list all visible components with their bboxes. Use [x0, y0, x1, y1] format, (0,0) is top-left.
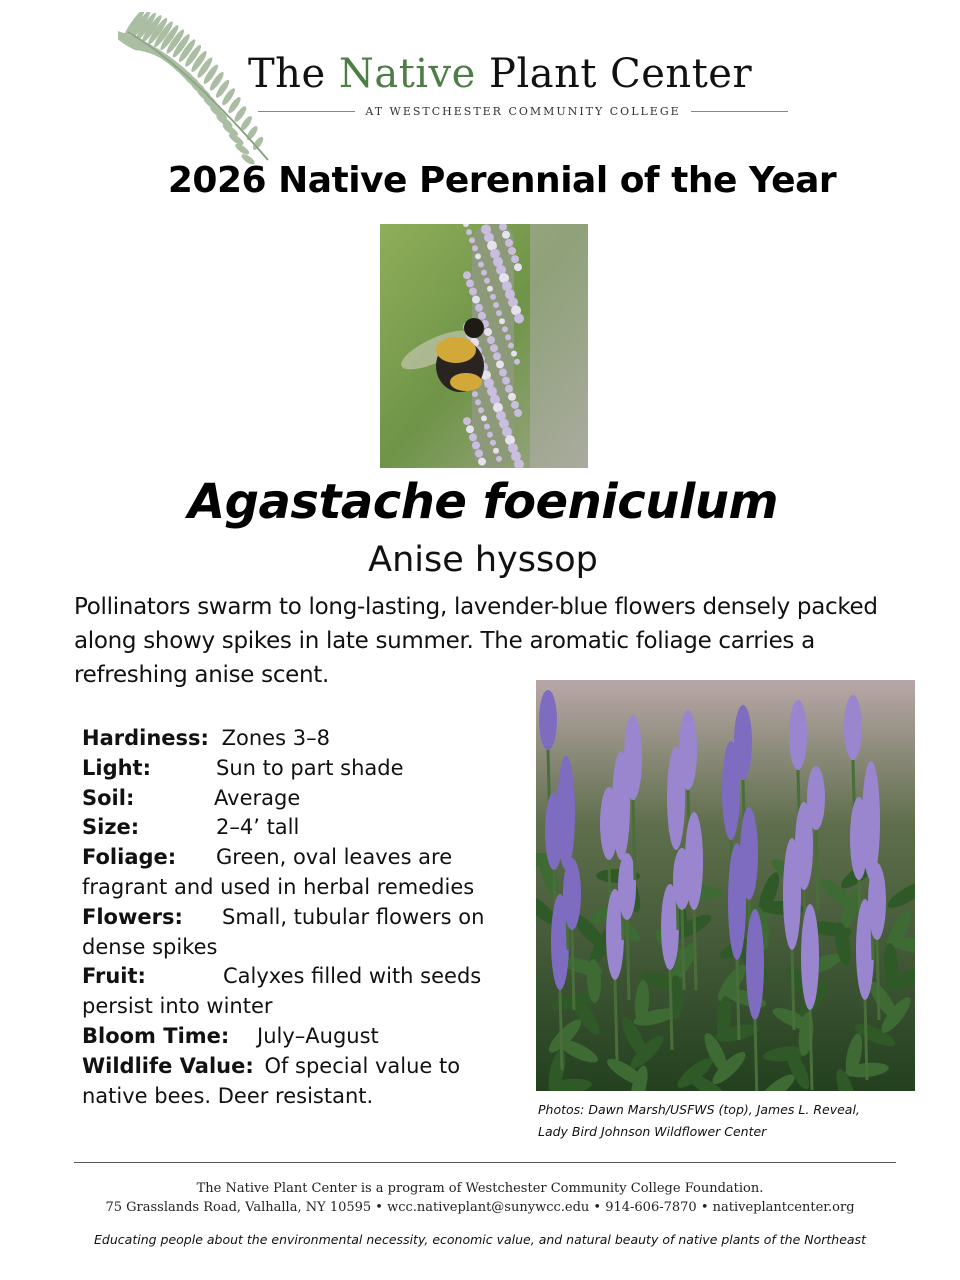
plant-facts: [82, 724, 502, 1111]
page-headline: 2026 Native Perennial of the Year: [167, 160, 837, 201]
fact-value: 2–4’ tall: [216, 815, 300, 840]
photo-credits-line1: Photos: Dawn Marsh/USFWS (top), James L. Reveal,: [538, 1102, 860, 1117]
fact-value: July–August: [257, 1023, 379, 1048]
fact-soil: [82, 784, 502, 814]
fact-label: Foliage:: [82, 845, 177, 870]
fact-value: Zones 3–8: [221, 726, 330, 750]
footer-tagline: Educating people about the environmental necessity, economic value, and natural beauty of native plants of the Northeast: [94, 1232, 866, 1247]
photo-credits-line2: Lady Bird Johnson Wildflower Center: [538, 1124, 767, 1139]
fact-flowers-cont: dense spikes: [82, 934, 218, 959]
logo-center: Center: [610, 51, 753, 97]
fact-value: Average: [214, 785, 301, 810]
plant-description: Pollinators swarm to long-lasting, lavender-blue flowers densely packed along showy spikes in late summer. The aromatic foliage carries a refreshing anise scent.: [74, 594, 878, 688]
fact-wildlife: [82, 1052, 502, 1082]
fact-label: Bloom Time:: [82, 1023, 230, 1048]
fact-hardiness: [82, 724, 502, 754]
flowering-plants-photo: [536, 680, 915, 1091]
scientific-name: Agastache foeniculum: [188, 474, 778, 530]
organization-name: [248, 51, 788, 97]
organization-subtitle-text: AT WESTCHESTER COMMUNITY COLLEGE: [365, 104, 681, 118]
photo-credits: [538, 1099, 918, 1143]
footer-program-line: The Native Plant Center is a program of Westchester Community College Foundation.: [196, 1181, 764, 1196]
footer-contact-line: 75 Grasslands Road, Valhalla, NY 10595 • wcc.nativeplant@sunywcc.edu • 914-606-7870 • nativeplantcenter.org: [105, 1200, 855, 1215]
fact-wildlife-cont: native bees. Deer resistant.: [82, 1083, 374, 1108]
bee-on-flower-photo: [380, 224, 588, 468]
fact-label: Flowers:: [82, 904, 183, 929]
subtitle-rule-left: [258, 111, 355, 112]
fact-flowers: [82, 903, 502, 933]
fact-label: Light:: [82, 755, 151, 780]
fact-value: Green, oval leaves are: [216, 845, 453, 870]
fact-size: [82, 813, 502, 843]
fact-foliage-cont: fragrant and used in herbal remedies: [82, 874, 475, 899]
subtitle-rule-right: [691, 111, 788, 112]
fact-value: Sun to part shade: [216, 755, 404, 780]
logo-the: The: [248, 51, 326, 97]
fact-value: Small, tubular flowers on: [222, 904, 485, 929]
fact-fruit-cont: persist into winter: [82, 994, 273, 1019]
organization-subtitle: [258, 102, 788, 120]
fact-light: [82, 754, 502, 784]
fact-value: Calyxes filled with seeds: [223, 964, 482, 989]
fact-label: Fruit:: [82, 964, 146, 989]
common-name: Anise hyssop: [368, 540, 598, 580]
fact-foliage: [82, 843, 502, 873]
fact-fruit: [82, 962, 502, 992]
fact-value: Of special value to: [264, 1053, 461, 1078]
fact-label: Wildlife Value:: [82, 1053, 254, 1078]
logo-native: Native: [338, 51, 476, 97]
footer-divider: [74, 1162, 896, 1163]
fact-label: Soil:: [82, 785, 135, 810]
logo-plant: Plant: [489, 51, 597, 97]
fact-label: Hardiness:: [82, 726, 209, 750]
fact-label: Size:: [82, 815, 140, 840]
fact-bloom-time: [82, 1022, 502, 1052]
